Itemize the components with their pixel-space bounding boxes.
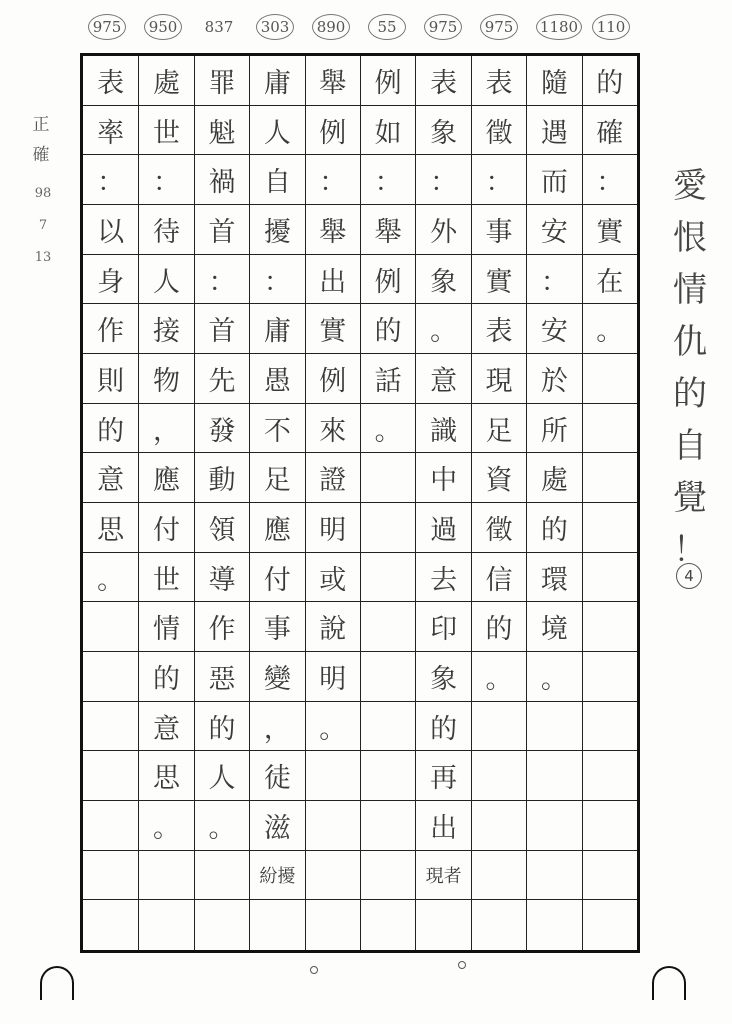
writing-grid: [80, 53, 640, 953]
grid-cell: [83, 602, 138, 652]
grid-cell: 。: [416, 304, 470, 354]
margin-note-char: 正: [32, 115, 50, 135]
grid-cell: 象: [416, 652, 470, 702]
grid-cell: 禍: [195, 155, 249, 205]
grid-cell: 過: [416, 503, 470, 553]
grid-cell: 思: [139, 751, 193, 801]
top-number: 950: [144, 14, 182, 40]
grid-cell: 實: [583, 205, 637, 255]
grid-cell: 或: [306, 553, 360, 603]
grid-cell: 表: [416, 56, 470, 106]
grid-cell: 擾: [250, 205, 304, 255]
grid-cell: 。: [195, 801, 249, 851]
grid-cell: [361, 751, 415, 801]
grid-column: [305, 56, 360, 950]
grid-cell: [527, 900, 581, 950]
grid-cell: ：: [361, 155, 415, 205]
grid-cell: 實: [472, 255, 526, 305]
title-char: 覺: [673, 478, 707, 518]
grid-cell: [583, 851, 637, 901]
top-number: 1180: [536, 14, 582, 40]
grid-cell: 環: [527, 553, 581, 603]
grid-cell: 動: [195, 453, 249, 503]
grid-column: [249, 56, 304, 950]
top-number: 110: [592, 14, 630, 40]
grid-cell: 世: [139, 553, 193, 603]
grid-cell: 意: [139, 702, 193, 752]
grid-cell: [306, 751, 360, 801]
grid-cell: ，: [139, 404, 193, 454]
grid-cell: 應: [250, 503, 304, 553]
grid-cell: [527, 851, 581, 901]
grid-column: [138, 56, 193, 950]
grid-cell: 處: [139, 56, 193, 106]
grid-cell: ：: [527, 255, 581, 305]
grid-cell: 證: [306, 453, 360, 503]
grid-cell: [583, 652, 637, 702]
grid-cell: [416, 900, 470, 950]
grid-cell: 罪: [195, 56, 249, 106]
grid-cell: ：: [139, 155, 193, 205]
grid-cell: [583, 602, 637, 652]
grid-cell: 於: [527, 354, 581, 404]
grid-cell: [583, 553, 637, 603]
grid-cell: 。: [583, 304, 637, 354]
grid-cell: [83, 900, 138, 950]
grid-cell: 外: [416, 205, 470, 255]
grid-cell: 明: [306, 652, 360, 702]
grid-cell: [361, 503, 415, 553]
grid-cell: [361, 801, 415, 851]
grid-cell: 舉: [306, 205, 360, 255]
grid-cell: [472, 900, 526, 950]
grid-cell: 付: [139, 503, 193, 553]
top-number: 303: [256, 14, 294, 40]
grid-cell: 而: [527, 155, 581, 205]
grid-cell: 例: [306, 354, 360, 404]
top-number: 975: [88, 14, 126, 40]
grid-cell: 物: [139, 354, 193, 404]
grid-cell: 。: [83, 553, 138, 603]
right-margin-title: [668, 160, 712, 576]
grid-cell: 滋: [250, 801, 304, 851]
top-number: 55: [368, 14, 406, 40]
grid-cell: [472, 702, 526, 752]
grid-cell: 意: [416, 354, 470, 404]
grid-cell: 例: [361, 255, 415, 305]
grid-cell: [361, 851, 415, 901]
grid-cell: 象: [416, 255, 470, 305]
grid-column: [526, 56, 581, 950]
grid-cell: 例: [306, 106, 360, 156]
grid-cell: 遇: [527, 106, 581, 156]
grid-cell: 事: [250, 602, 304, 652]
grid-cell: [583, 900, 637, 950]
grid-cell: 領: [195, 503, 249, 553]
grid-cell: 境: [527, 602, 581, 652]
title-char: ！: [673, 530, 707, 570]
grid-cell: 的: [527, 503, 581, 553]
grid-cell: 印: [416, 602, 470, 652]
grid-cell: 的: [416, 702, 470, 752]
grid-cell: 率: [83, 106, 138, 156]
grid-column: [83, 56, 138, 950]
grid-cell: 隨: [527, 56, 581, 106]
small-circle-mark: [458, 961, 466, 969]
grid-cell: 待: [139, 205, 193, 255]
grid-cell: [583, 702, 637, 752]
grid-cell: [195, 851, 249, 901]
binder-hole-left: [40, 966, 74, 1000]
grid-cell: 現: [472, 354, 526, 404]
grid-cell: 。: [139, 801, 193, 851]
top-number: 837: [204, 18, 234, 36]
grid-cell: 的: [361, 304, 415, 354]
grid-cell: 。: [527, 652, 581, 702]
grid-cell: ：: [195, 255, 249, 305]
grid-cell: 安: [527, 205, 581, 255]
grid-cell: 來: [306, 404, 360, 454]
grid-cell: 。: [306, 702, 360, 752]
margin-note-char: 確: [32, 145, 50, 165]
grid-cell: 現者: [416, 851, 470, 901]
grid-cell: 表: [472, 304, 526, 354]
margin-date-part: 13: [34, 250, 52, 265]
title-char: 愛: [673, 166, 707, 206]
grid-cell: 發: [195, 404, 249, 454]
score-circle: [676, 563, 702, 589]
grid-cell: 信: [472, 553, 526, 603]
grid-cell: 意: [83, 453, 138, 503]
grid-cell: 確: [583, 106, 637, 156]
grid-cell: [250, 900, 304, 950]
grid-cell: 識: [416, 404, 470, 454]
grid-cell: 。: [472, 652, 526, 702]
grid-cell: 身: [83, 255, 138, 305]
grid-cell: 導: [195, 553, 249, 603]
grid-cell: 的: [139, 652, 193, 702]
grid-cell: 舉: [361, 205, 415, 255]
title-char: 恨: [673, 218, 707, 258]
grid-cell: [583, 354, 637, 404]
grid-cell: [583, 503, 637, 553]
grid-cell: 中: [416, 453, 470, 503]
grid-cell: [361, 602, 415, 652]
grid-cell: 表: [83, 56, 138, 106]
grid-cell: 事: [472, 205, 526, 255]
score-value: 4: [684, 567, 694, 585]
grid-cell: 人: [250, 106, 304, 156]
grid-cell: 作: [195, 602, 249, 652]
grid-cell: 在: [583, 255, 637, 305]
top-number: 890: [312, 14, 350, 40]
grid-cell: [195, 900, 249, 950]
grid-cell: [527, 801, 581, 851]
grid-cell: 足: [472, 404, 526, 454]
grid-cell: 徵: [472, 503, 526, 553]
grid-cell: 徒: [250, 751, 304, 801]
grid-cell: 出: [306, 255, 360, 305]
grid-cell: 處: [527, 453, 581, 503]
grid-cell: 情: [139, 602, 193, 652]
grid-cell: 再: [416, 751, 470, 801]
grid-cell: 人: [139, 255, 193, 305]
margin-date: [28, 178, 58, 274]
grid-cell: 說: [306, 602, 360, 652]
top-number: 975: [480, 14, 518, 40]
grid-column: [360, 56, 415, 950]
grid-cell: 去: [416, 553, 470, 603]
grid-cell: 庸: [250, 56, 304, 106]
grid-cell: 紛擾: [250, 851, 304, 901]
grid-cell: [361, 652, 415, 702]
binder-hole-right: [652, 966, 686, 1000]
grid-cell: [361, 900, 415, 950]
grid-cell: [83, 702, 138, 752]
grid-cell: 舉: [306, 56, 360, 106]
grid-column: [415, 56, 470, 950]
grid-cell: 世: [139, 106, 193, 156]
grid-cell: 則: [83, 354, 138, 404]
grid-cell: [139, 900, 193, 950]
grid-cell: [583, 404, 637, 454]
grid-cell: [306, 851, 360, 901]
grid-column: [194, 56, 249, 950]
title-char: 情: [673, 270, 707, 310]
grid-cell: ，: [250, 702, 304, 752]
grid-cell: 應: [139, 453, 193, 503]
grid-cell: [83, 652, 138, 702]
grid-cell: [361, 702, 415, 752]
grid-cell: 變: [250, 652, 304, 702]
grid-cell: ：: [250, 255, 304, 305]
grid-cell: 庸: [250, 304, 304, 354]
grid-cell: 思: [83, 503, 138, 553]
grid-cell: 安: [527, 304, 581, 354]
grid-cell: [472, 801, 526, 851]
grid-cell: [83, 751, 138, 801]
margin-date-part: 98: [34, 186, 52, 201]
grid-cell: 明: [306, 503, 360, 553]
grid-cell: 話: [361, 354, 415, 404]
grid-cell: 以: [83, 205, 138, 255]
grid-cell: ：: [472, 155, 526, 205]
grid-cell: 作: [83, 304, 138, 354]
grid-cell: [83, 851, 138, 901]
small-circle-mark: [310, 966, 318, 974]
grid-cell: [583, 801, 637, 851]
grid-cell: [306, 801, 360, 851]
top-number: 975: [424, 14, 462, 40]
grid-cell: 付: [250, 553, 304, 603]
grid-cell: [472, 751, 526, 801]
grid-cell: 徵: [472, 106, 526, 156]
grid-cell: [527, 702, 581, 752]
grid-cell: [83, 801, 138, 851]
grid-cell: 惡: [195, 652, 249, 702]
title-char: 仇: [673, 322, 707, 362]
grid-cell: 首: [195, 304, 249, 354]
grid-cell: 資: [472, 453, 526, 503]
margin-date-part: 7: [38, 218, 48, 233]
grid-cell: 的: [583, 56, 637, 106]
grid-cell: 象: [416, 106, 470, 156]
grid-cell: ：: [583, 155, 637, 205]
grid-cell: [361, 453, 415, 503]
grid-cell: 先: [195, 354, 249, 404]
grid-cell: 例: [361, 56, 415, 106]
grid-cell: [139, 851, 193, 901]
grid-cell: [472, 851, 526, 901]
grid-cell: 人: [195, 751, 249, 801]
grid-cell: [583, 751, 637, 801]
grid-cell: 足: [250, 453, 304, 503]
grid-column: [471, 56, 526, 950]
grid-cell: 實: [306, 304, 360, 354]
grid-cell: [583, 453, 637, 503]
grid-cell: 不: [250, 404, 304, 454]
grid-cell: 所: [527, 404, 581, 454]
grid-cell: 的: [472, 602, 526, 652]
grid-cell: [527, 751, 581, 801]
grid-column: [582, 56, 637, 950]
grid-cell: 接: [139, 304, 193, 354]
grid-cell: [361, 553, 415, 603]
grid-cell: 愚: [250, 354, 304, 404]
grid-cell: 如: [361, 106, 415, 156]
grid-cell: [306, 900, 360, 950]
grid-cell: 。: [361, 404, 415, 454]
margin-note: [26, 110, 56, 170]
grid-cell: 自: [250, 155, 304, 205]
grid-cell: 出: [416, 801, 470, 851]
grid-cell: 的: [83, 404, 138, 454]
grid-cell: 魁: [195, 106, 249, 156]
grid-cell: 的: [195, 702, 249, 752]
grid-cell: 首: [195, 205, 249, 255]
title-char: 的: [673, 374, 707, 414]
grid-cell: 表: [472, 56, 526, 106]
grid-cell: ：: [306, 155, 360, 205]
grid-cell: ：: [416, 155, 470, 205]
title-char: 自: [673, 426, 707, 466]
grid-cell: ：: [83, 155, 138, 205]
